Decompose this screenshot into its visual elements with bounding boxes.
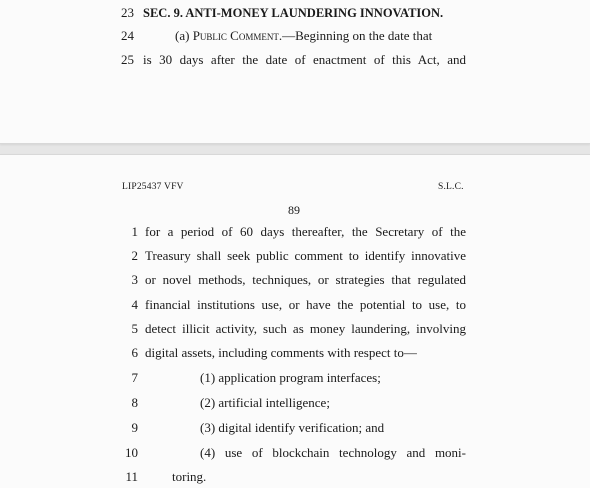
line-number: 5 (131, 321, 138, 336)
page-bottom (0, 154, 590, 488)
body-line: digital assets, including comments with respect to— (145, 345, 417, 360)
line-number: 2 (131, 248, 138, 263)
list-item-continuation: toring. (172, 469, 207, 484)
list-item: (3) digital identify verification; and (200, 420, 385, 435)
line-number: 3 (131, 272, 138, 287)
line-number: 10 (125, 445, 138, 460)
subsection-text: .—Beginning on the date that (278, 28, 433, 43)
line-number: 11 (125, 469, 138, 484)
line-number: 6 (131, 345, 138, 360)
body-line: detect illicit activity, such as money laundering, involving (145, 321, 466, 336)
line-number: 24 (121, 28, 134, 43)
line-number: 1 (131, 224, 138, 239)
page-top (0, 0, 590, 144)
section-heading: SEC. 9. ANTI-MONEY LAUNDERING INNOVATION. (143, 6, 444, 20)
body-line: is 30 days after the date of enactment of this Act, and (143, 52, 466, 67)
body-line: or novel methods, techniques, or strategies that regulated (145, 272, 466, 287)
line-number: 8 (131, 395, 138, 410)
list-item: (2) artificial intelligence; (200, 395, 330, 410)
list-item: (1) application program interfaces; (200, 370, 381, 385)
line-number: 25 (121, 52, 134, 67)
document-id: LIP25437 VFV (122, 182, 184, 192)
subsection-line (175, 28, 432, 44)
line-number: 9 (131, 420, 138, 435)
list-item: (4) use of blockchain technology and moni- (200, 445, 466, 460)
subsection-prefix: (a) (175, 28, 193, 43)
header-code: S.L.C. (438, 182, 464, 192)
body-line: for a period of 60 days thereafter, the Secretary of the (145, 224, 466, 239)
body-line: financial institutions use, or have the potential to use, to (145, 297, 466, 312)
body-line: Treasury shall seek public comment to identify innovative (145, 248, 466, 263)
line-number: 7 (131, 370, 138, 385)
subsection-heading: Public Comment (192, 28, 279, 43)
page-number: 89 (288, 203, 300, 217)
line-number: 4 (131, 297, 138, 312)
line-number: 23 (121, 5, 134, 20)
